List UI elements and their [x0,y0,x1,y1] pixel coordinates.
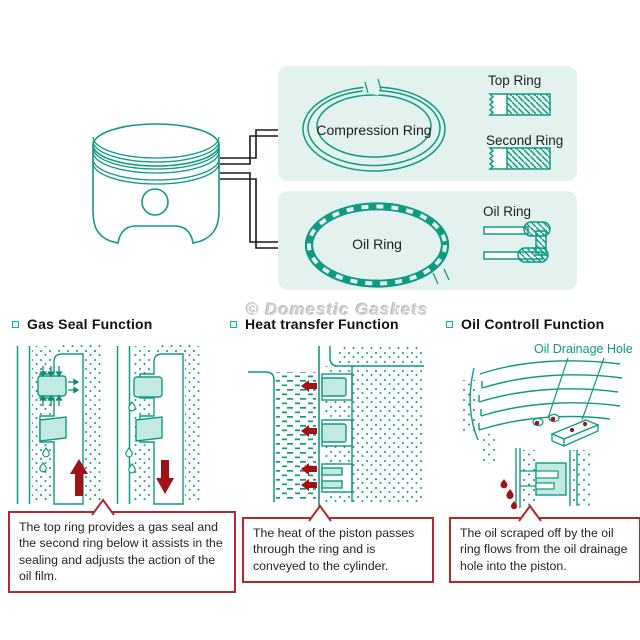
oil-control-description: The oil scraped off by the oil ring flows from the oil drainage hole into the piston. [460,526,628,573]
gas-seal-callout [8,511,236,593]
piston-diagram [80,60,298,300]
callout-tail-icon [307,504,333,524]
top-ring-label: Top Ring [488,73,542,88]
callout-tail-icon [517,504,543,524]
watermark: © Domestic Gaskets [246,300,429,319]
oil-ring-section-label: Oil Ring [483,204,532,219]
gas-seal-title: Gas Seal Function [27,316,153,332]
rings [322,378,346,488]
top-ring [38,376,66,396]
second-ring-section [490,148,550,169]
oil-control-diagram [452,338,640,516]
oil-ring-graphics [278,191,577,290]
gas-seal-header [12,316,153,332]
second-ring [136,417,162,441]
callout-tail-icon [90,498,116,518]
top-ring [134,377,162,397]
heat-transfer-diagram [248,342,428,510]
square-bullet-icon [12,321,19,328]
second-ring-label: Second Ring [486,133,564,148]
ring-gap [363,77,382,95]
oil-ring-section-drawing [484,222,550,262]
oil-drainage-hole-label: Oil Drainage Hole [534,342,633,356]
gas-seal-right [118,343,201,504]
oil-drop-icons [501,479,517,509]
square-bullet-icon [446,321,453,328]
drainage-channel-detail [552,420,598,446]
heat-transfer-description: The heat of the piston passes through the ring and is conveyed to the cylinder. [253,526,415,573]
top-ring-section [490,94,550,115]
gas-seal-diagram [12,340,222,512]
gas-seal-description: The top ring provides a gas seal and the second ring below it assists in the sealing and adjusts the action of the oil film. [19,520,223,584]
drainage-holes [533,414,559,425]
oil-ring-ellipse-label: Oil Ring [352,236,402,252]
oil-control-title: Oil Controll Function [461,316,605,332]
square-bullet-icon [230,321,237,328]
heat-transfer-title: Heat transfer Function [245,316,399,332]
compression-ring-label: Compression Ring [316,122,432,138]
oil-control-callout [449,517,640,583]
second-ring [40,417,66,441]
oil-ring-cross-section [501,448,590,509]
piston-outline [93,124,219,243]
oil-control-header [446,316,604,332]
gas-seal-left [18,343,102,504]
heat-transfer-header [230,316,399,332]
heat-dashes [276,372,316,500]
connector-lines [220,130,285,248]
heat-transfer-callout [242,517,434,583]
